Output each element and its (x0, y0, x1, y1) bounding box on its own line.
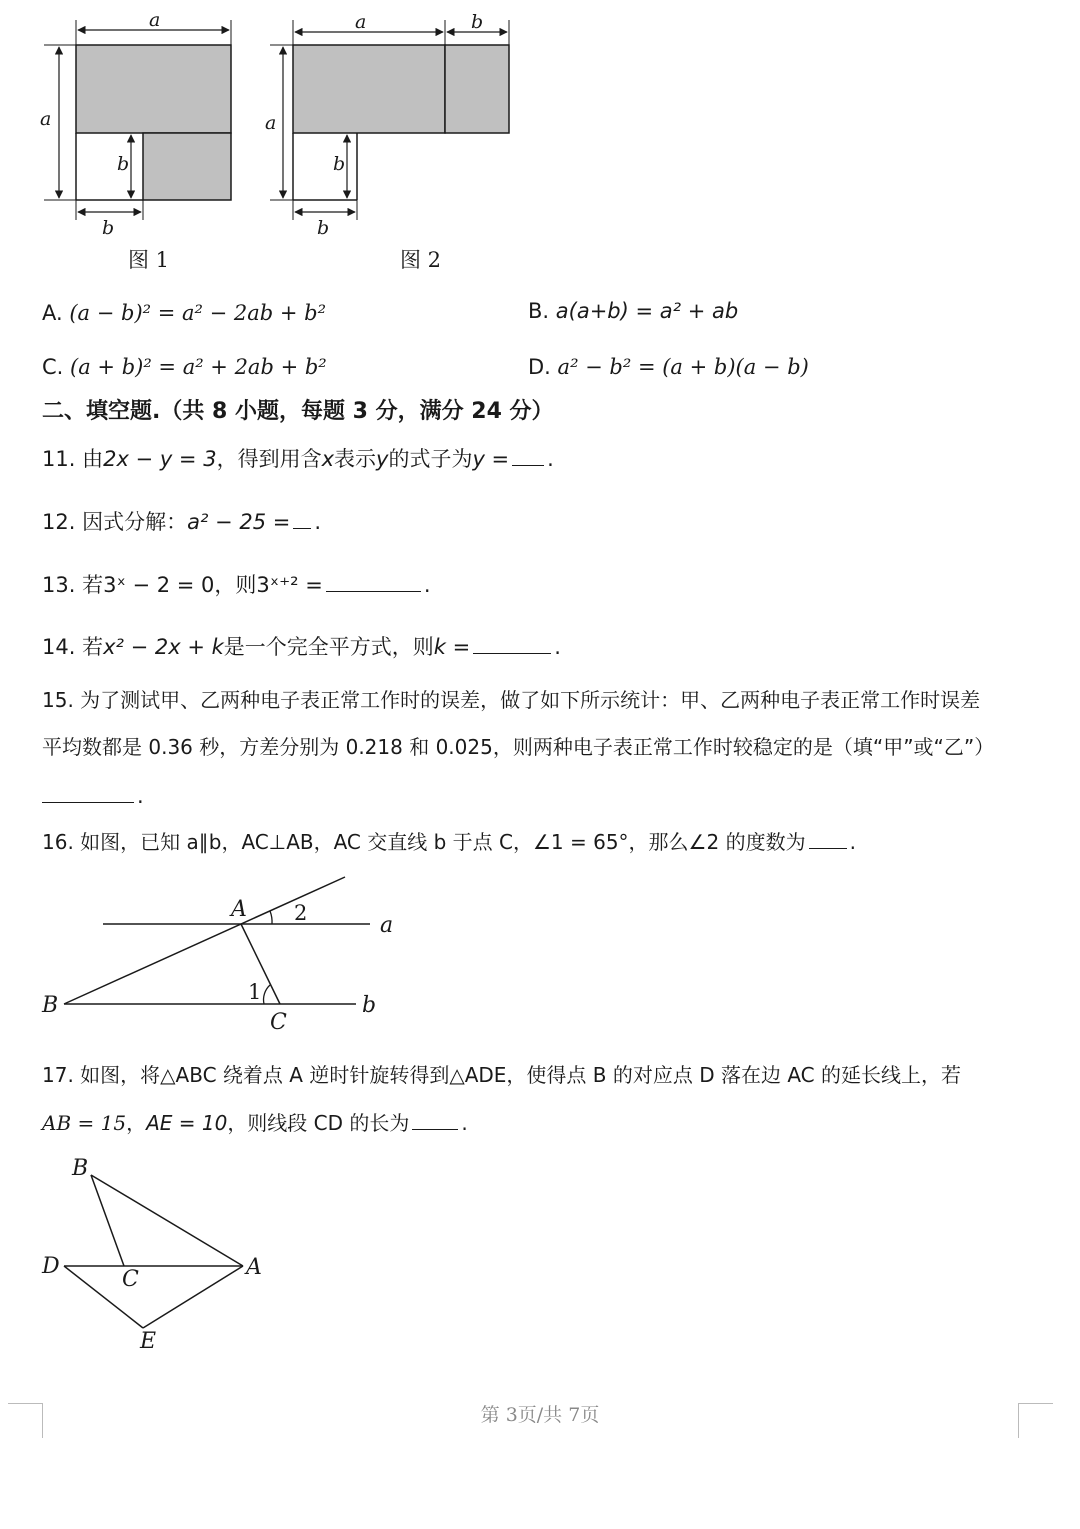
q17-text-1: 如图，将△ABC 绕着点 A 逆时针旋转得到△ADE，使得点 B 的对应点 D 落在边 AC 的延长线上，若 (80, 1063, 961, 1087)
q13-number: 13. (42, 573, 76, 597)
segment-ba (91, 1175, 243, 1266)
page-footer: 第 3页/共 7页 (480, 1404, 600, 1426)
fig1-label-a-top: a (149, 9, 161, 31)
figure-16-parallel-lines (0, 860, 420, 1040)
option-d-letter: D. (528, 355, 551, 379)
fig2-label-b-top: b (471, 11, 484, 33)
fig1-label-a-left: a (40, 108, 52, 130)
figure-2-caption: 图 2 (400, 248, 442, 272)
fig1-label-b-inner: b (117, 153, 130, 175)
figure-2 (265, 11, 509, 239)
question-13 (42, 569, 431, 600)
q13-text-2: ，则 (214, 573, 257, 597)
q16-end: . (849, 830, 856, 854)
fig2-label-b-bottom: b (317, 217, 330, 239)
q12-end: . (314, 510, 322, 534)
fig2-left-rect (293, 45, 445, 133)
q16-text: 如图，已知 a∥b，AC⊥AB，AC 交直线 b 于点 C，∠1 = 65°，那么∠2 的度数为 (80, 830, 806, 854)
fig16-label-b: b (362, 993, 377, 1018)
q15-number: 15. (42, 688, 74, 712)
option-d[interactable] (528, 352, 809, 382)
q12-math-1: a² − 25 = (187, 510, 291, 534)
option-a-letter: A. (42, 301, 63, 325)
q11-text-3: 表示 (334, 447, 377, 471)
q11-answer-blank[interactable] (512, 443, 544, 466)
option-b-letter: B. (528, 299, 550, 323)
q15-end: . (137, 784, 144, 808)
segment-bc (91, 1175, 124, 1266)
q11-text-2: ，得到用含 (216, 447, 322, 471)
q11-end: . (547, 447, 554, 471)
fig1-bottom-rect (143, 133, 231, 200)
q13-text-1: 若 (82, 573, 104, 597)
q11-math-4: y = (472, 447, 510, 471)
option-a[interactable] (42, 298, 326, 328)
q16-number: 16. (42, 830, 74, 854)
q14-number: 14. (42, 635, 76, 659)
fig2-label-a-top: a (355, 11, 367, 33)
option-b-expr: a(a+b) = a² + ab (555, 299, 739, 323)
q11-text-4: 的式子为 (388, 447, 473, 471)
q17-text-2: ，则线段 CD 的长为 (227, 1111, 410, 1135)
q11-math-2: x (321, 447, 335, 471)
fig1-label-b-bottom: b (102, 217, 115, 239)
q13-math-1: 3ˣ − 2 = 0 (103, 573, 215, 597)
fig2-label-b-inner: b (333, 153, 346, 175)
fig16-label-B: B (42, 993, 59, 1018)
q11-text-1: 由 (82, 447, 104, 471)
area-figures (0, 0, 560, 240)
q14-math-2: k = (433, 635, 471, 659)
fig17-label-E: E (140, 1329, 157, 1354)
fig1-top-rect (76, 45, 231, 133)
question-12 (42, 506, 321, 537)
q14-text-2: 是一个完全平方式，则 (223, 635, 434, 659)
q14-text-1: 若 (82, 635, 104, 659)
fig16-label-1: 1 (248, 980, 262, 1004)
q14-answer-blank[interactable] (473, 631, 551, 654)
q11-math-1: 2x − y = 3 (103, 447, 217, 471)
fig17-label-B: B (72, 1156, 89, 1181)
figure-17-rotation (0, 1150, 300, 1360)
option-c[interactable] (42, 352, 327, 382)
question-15-line-3 (42, 780, 144, 811)
q17-math-ae: AE = 10 (146, 1111, 228, 1135)
option-c-letter: C. (42, 355, 64, 379)
q15-answer-blank[interactable] (42, 780, 134, 803)
q16-answer-blank[interactable] (809, 826, 847, 849)
q17-answer-blank[interactable] (412, 1107, 458, 1130)
q13-answer-blank[interactable] (326, 569, 421, 592)
question-11 (42, 443, 554, 474)
fig17-label-C: C (122, 1267, 139, 1292)
q15-text-1: 为了测试甲、乙两种电子表正常工作时的误差，做了如下所示统计：甲、乙两种电子表正常工作时误差 (80, 688, 981, 712)
q11-number: 11. (42, 447, 76, 471)
question-16 (42, 826, 856, 857)
option-b[interactable] (528, 296, 738, 326)
fig16-label-a: a (380, 913, 394, 938)
q14-math-1: x² − 2x + k (103, 635, 224, 659)
segment-ea (143, 1266, 243, 1328)
angle-2-arc (270, 911, 272, 924)
q12-answer-blank[interactable] (293, 506, 311, 529)
fig16-label-2: 2 (294, 901, 308, 925)
option-a-expr: (a − b)² = a² − 2ab + b² (69, 301, 327, 325)
fig16-label-C: C (270, 1010, 287, 1035)
question-15-line-2 (42, 732, 994, 762)
q13-end: . (423, 573, 431, 597)
q17-math-ab: AB = 15 (42, 1111, 127, 1135)
question-15-line-1 (42, 685, 980, 715)
q13-math-2: 3ˣ⁺² = (256, 573, 323, 597)
question-14 (42, 631, 561, 662)
fig17-label-D: D (42, 1254, 60, 1279)
fig2-label-a-left: a (265, 112, 277, 134)
q12-text-1: 因式分解： (82, 510, 188, 534)
q11-math-3: y (376, 447, 389, 471)
question-17-line-2 (42, 1107, 468, 1138)
section-title: 二、填空题.（共 8 小题，每题 3 分，满分 24 分） (42, 399, 554, 424)
option-c-expr: (a + b)² = a² + 2ab + b² (70, 355, 327, 379)
fig16-label-A: A (231, 897, 247, 922)
q17-comma: ， (126, 1111, 147, 1135)
figure-1 (40, 9, 231, 239)
question-17-line-1 (42, 1060, 961, 1090)
q12-number: 12. (42, 510, 76, 534)
fig2-right-rect (445, 45, 509, 133)
q14-end: . (554, 635, 561, 659)
angle-1-arc (264, 985, 270, 1004)
fig17-label-A: A (246, 1255, 262, 1280)
option-d-expr: a² − b² = (a + b)(a − b) (557, 355, 809, 379)
q15-text-2: 平均数都是 0.36 秒，方差分别为 0.218 和 0.025，则两种电子表正常工作时较稳定的是（填“甲”或“乙”） (42, 735, 995, 759)
q17-number: 17. (42, 1063, 74, 1087)
figure-1-caption: 图 1 (128, 248, 170, 272)
q17-end: . (461, 1111, 468, 1135)
line-ba-extended (64, 877, 345, 1004)
